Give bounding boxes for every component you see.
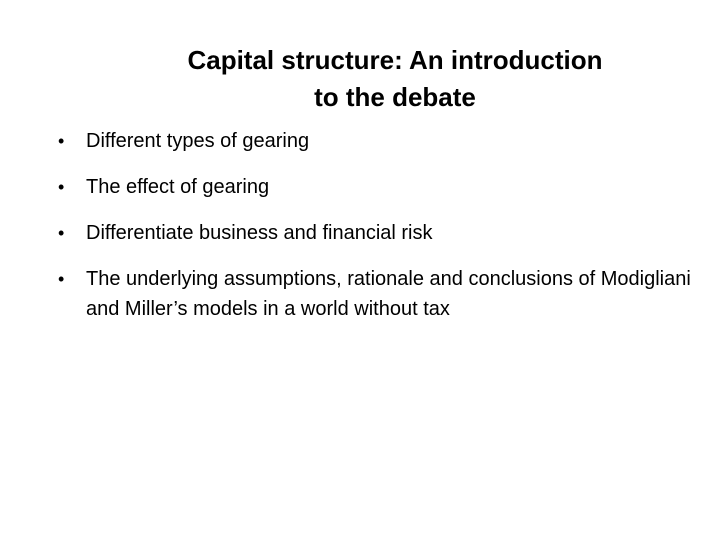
bullet-item — [58, 172, 698, 202]
bullet-item — [58, 126, 698, 156]
bullet-icon: • — [58, 223, 65, 243]
bullet-item — [58, 264, 698, 324]
bullet-icon: • — [58, 269, 65, 289]
bullet-list — [58, 126, 698, 324]
bullet-text: The effect of gearing — [86, 176, 270, 198]
bullet-text: Different types of gearing — [86, 130, 310, 152]
bullet-text: The underlying assumptions, rationale and conclusions of Modigliani and Miller’s models in a world without tax — [86, 268, 691, 320]
bullet-icon: • — [58, 131, 65, 151]
slide-title — [110, 42, 680, 116]
bullet-item — [58, 218, 698, 248]
bullet-text: Differentiate business and financial risk — [86, 222, 433, 244]
slide-title-line-2: to the debate — [314, 82, 476, 112]
slide-title-line-1: Capital structure: An introduction — [187, 45, 603, 75]
bullet-icon: • — [58, 177, 65, 197]
